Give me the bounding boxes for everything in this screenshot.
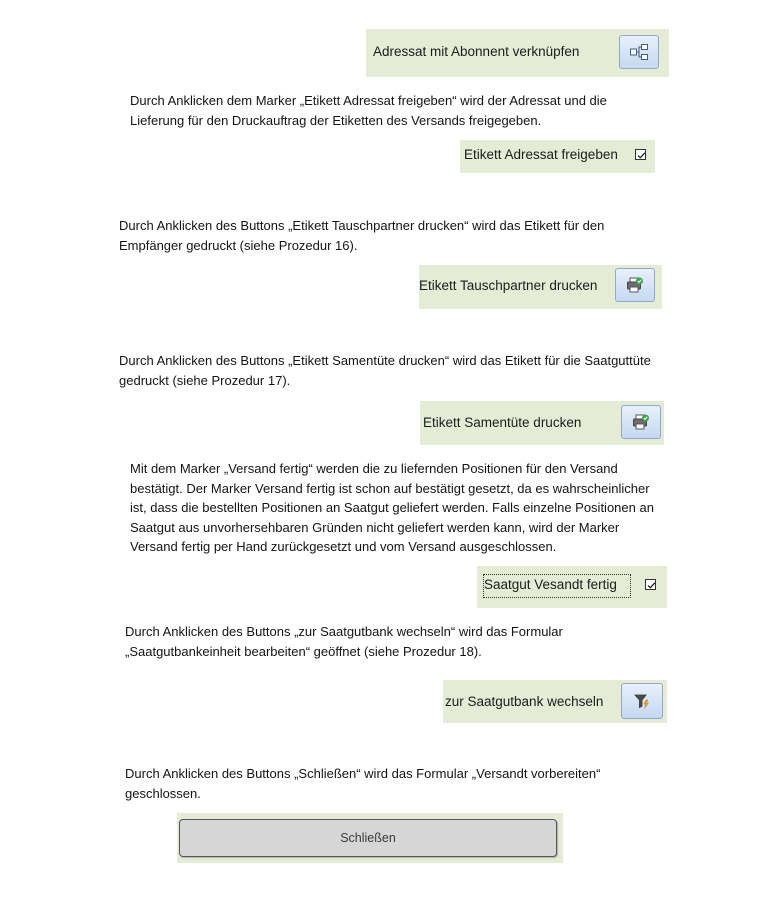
release-label-checkbox[interactable] [635, 149, 646, 160]
shipping-done-checkbox[interactable] [645, 579, 656, 590]
shipping-done-description: Mit dem Marker „Versand fertig“ werden die zu liefernden Positionen für den Versand bestätigt. Der Marker Versand fertig ist schon auf bestätigt gesetzt, da es wahrscheinlicher ist, dass die bestellten Positionen an Saatgut geliefert werden. Falls einzelne Positionen an Saatgut aus unvorhersehbaren Gründen nicht geliefert werden kann, wird der Marker Versand fertig per Hand zurückgesetzt und vom Versand ausgeschlossen. [130, 461, 654, 554]
shipping-done-panel [477, 566, 667, 608]
close-button-panel [177, 813, 563, 863]
print-partner-label-button[interactable] [615, 268, 655, 302]
release-label-checkbox-label: Etikett Adressat freigeben [464, 147, 618, 162]
link-addressee-label: Adressat mit Abonnent verknüpfen [373, 44, 580, 59]
seed-bank-switch-description: Durch Anklicken des Buttons „zur Saatgutbank wechseln“ wird das Formular „Saatgutbankeinheit bearbeiten“ geöffnet (siehe Prozedur 18). [125, 624, 563, 659]
printer-check-icon [632, 413, 650, 431]
seed-bank-switch-label: zur Saatgutbank wechseln [445, 694, 604, 709]
print-partner-label-panel [419, 265, 662, 309]
close-form-description: Durch Anklicken des Buttons „Schließen“ wird das Formular „Versandt vorbereiten“ geschlossen. [125, 766, 601, 801]
close-button[interactable]: Schließen [179, 819, 557, 857]
printer-check-icon [626, 276, 644, 294]
link-addressee-panel [366, 29, 669, 77]
release-marker-description: Durch Anklicken dem Marker „Etikett Adressat freigeben“ wird der Adressat und die Lieferung für den Druckauftrag der Etiketten des Versands freigegeben. [130, 93, 607, 128]
print-seed-bag-label-label: Etikett Samentüte drucken [423, 415, 582, 430]
checkmark-icon [636, 150, 647, 161]
release-label-panel [460, 140, 655, 173]
checkmark-icon [646, 580, 657, 591]
print-partner-label-description: Durch Anklicken des Buttons „Etikett Tauschpartner drucken“ wird das Etikett für den Empfänger gedruckt (siehe Prozedur 16). [119, 218, 605, 253]
print-seed-bag-label-panel [420, 401, 664, 445]
print-seed-bag-label-description: Durch Anklicken des Buttons „Etikett Samentüte drucken“ wird das Etikett für die Saatguttüte gedruckt (siehe Prozedur 17). [119, 353, 651, 388]
seed-bank-switch-panel [443, 680, 667, 723]
filter-lightning-icon [633, 692, 651, 710]
seed-bank-switch-button[interactable] [621, 683, 663, 719]
print-seed-bag-label-button[interactable] [621, 405, 661, 439]
shipping-done-checkbox-label: Saatgut Vesandt fertig [484, 577, 617, 592]
hierarchy-link-icon [629, 43, 649, 61]
print-partner-label-label: Etikett Tauschpartner drucken [419, 278, 598, 293]
link-addressee-button[interactable] [619, 35, 659, 69]
